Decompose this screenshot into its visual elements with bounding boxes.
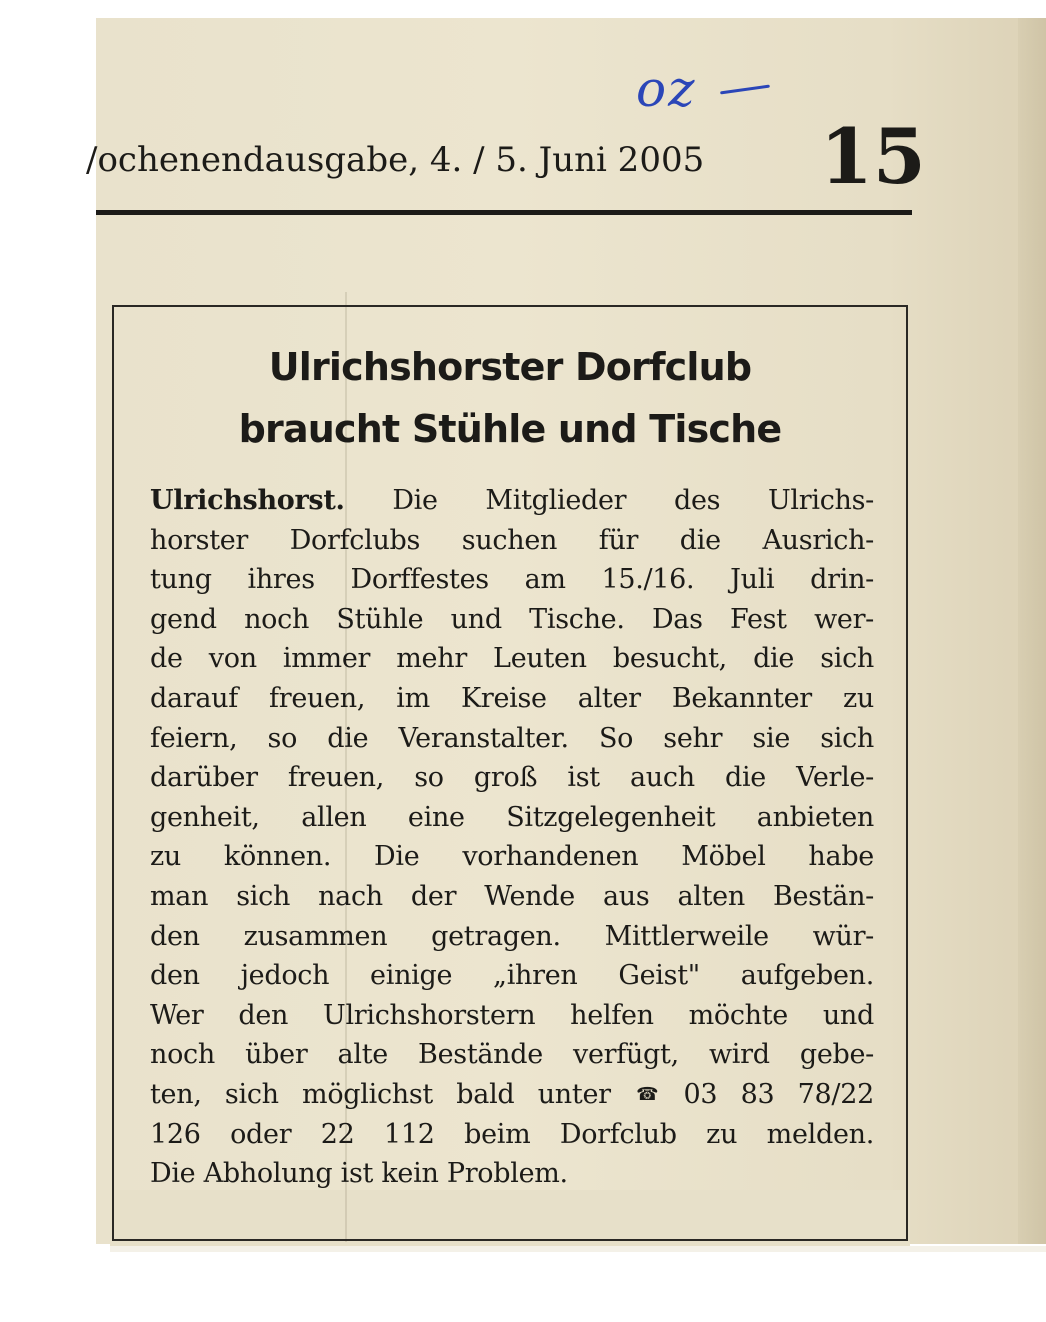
body-line-18: Die Abholung ist kein Problem.	[150, 1158, 568, 1190]
headline-line-2: braucht Stühle und Tische	[238, 407, 782, 451]
body-line-9: genheit, allen eine Sitzgelegenheit anbieten	[150, 801, 874, 833]
clipping-edge	[1018, 18, 1046, 1244]
article-body	[150, 481, 874, 1194]
headline	[140, 336, 880, 460]
body-line-10: zu können. Die vorhandenen Möbel habe	[150, 841, 874, 873]
page-number: 15	[820, 112, 926, 201]
telephone-icon: ☎	[636, 1083, 659, 1105]
body-line-6: darauf freuen, im Kreise alter Bekannter zu	[150, 682, 874, 714]
body-line-7: feiern, so die Veranstalter. So sehr sie sich	[150, 722, 874, 754]
body-line-8: darüber freuen, so groß ist auch die Verle-	[150, 762, 874, 794]
body-line-12: den zusammen getragen. Mittlerweile wür-	[150, 920, 874, 952]
body-line-14: Wer den Ulrichshorstern helfen möchte und	[150, 999, 874, 1031]
edition-date: /ochenendausgabe, 4. / 5. Juni 2005	[86, 140, 705, 180]
body-line-16: ten, sich möglichst bald unter ☎ 03 83 78/22	[150, 1075, 874, 1115]
handwritten-note: oz	[636, 60, 697, 118]
body-line-3: tung ihres Dorffestes am 15./16. Juli drin-	[150, 564, 874, 596]
scan-border	[110, 1246, 1046, 1252]
body-line-13: den jedoch einige „ihren Geist" aufgeben.	[150, 960, 874, 992]
body-line-5: de von immer mehr Leuten besucht, die sich	[150, 643, 874, 675]
dateline: Ulrichshorst.	[150, 485, 345, 516]
headline-line-1: Ulrichshorster Dorfclub	[268, 345, 752, 389]
body-line-2: horster Dorfclubs suchen für die Ausrich-	[150, 524, 874, 556]
body-line-17: 126 oder 22 112 beim Dorfclub zu melden.	[150, 1118, 874, 1150]
body-line-15: noch über alte Bestände verfügt, wird gebe-	[150, 1039, 874, 1071]
body-line-4: gend noch Stühle und Tische. Das Fest wer-	[150, 603, 874, 635]
body-line-1: Ulrichshorst. Die Mitglieder des Ulrichs-	[150, 485, 874, 516]
header-rule	[96, 210, 912, 215]
body-line-11: man sich nach der Wende aus alten Bestän-	[150, 880, 874, 912]
